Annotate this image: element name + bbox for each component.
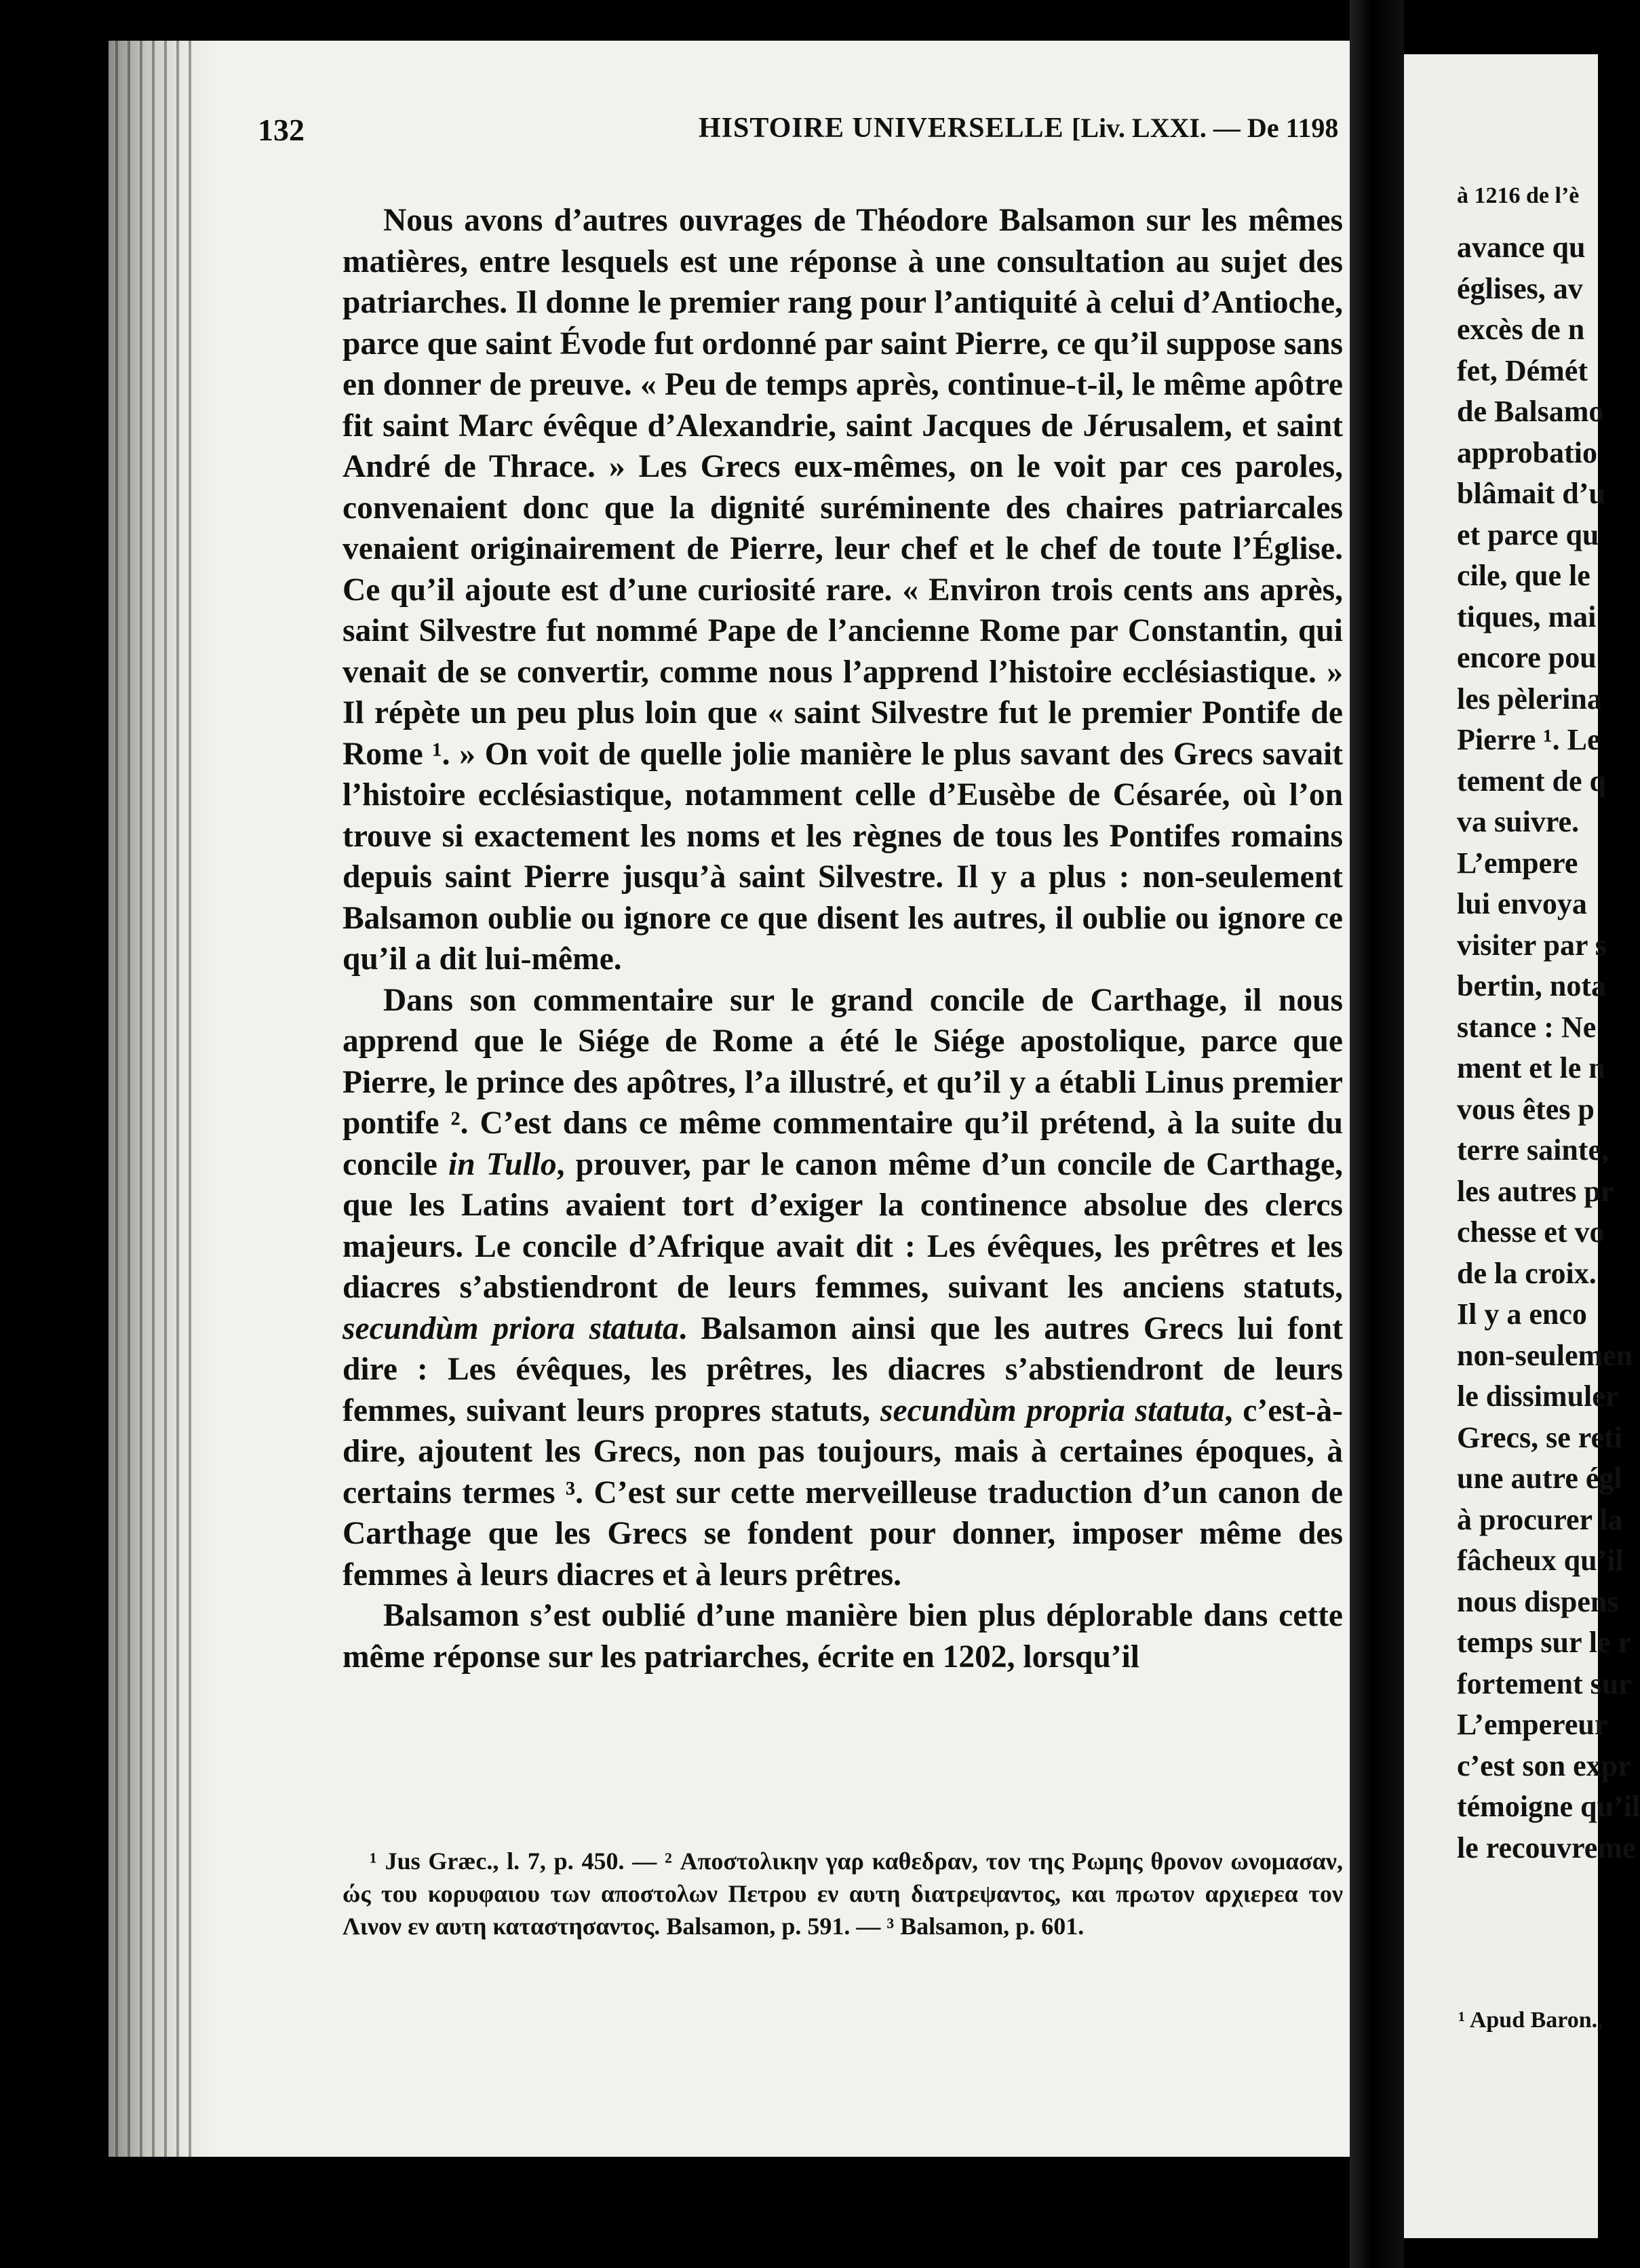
right-page-line: temps sur le r xyxy=(1457,1626,1632,1659)
right-page-line: les autres pr xyxy=(1457,1174,1614,1208)
running-header xyxy=(258,112,1356,166)
right-page-line: une autre égl xyxy=(1457,1462,1622,1495)
right-page-line: cile, que le xyxy=(1457,559,1590,592)
right-page-line: et parce qu xyxy=(1457,517,1599,551)
right-page-line: L’empereur xyxy=(1457,1708,1608,1741)
right-page-line: Grecs, se reti xyxy=(1457,1420,1622,1454)
right-page-line: stance : Ne xyxy=(1457,1010,1597,1044)
right-page-line: Pierre ¹. Le xyxy=(1457,723,1601,756)
right-page-line: le dissimuler xyxy=(1457,1380,1619,1413)
right-page-text xyxy=(1457,227,1640,1869)
right-page-line: vous êtes p xyxy=(1457,1092,1595,1126)
right-page-line: de Balsamo xyxy=(1457,395,1604,428)
right-page-line: le recouvreme xyxy=(1457,1831,1636,1864)
right-page-line: fet, Démét xyxy=(1457,353,1588,387)
body-text xyxy=(343,200,1343,1677)
right-page-line: lui envoya xyxy=(1457,887,1587,920)
right-page-line: fâcheux qu’il xyxy=(1457,1544,1624,1577)
right-page-line: tement de q xyxy=(1457,764,1606,798)
right-page-line: fortement sur xyxy=(1457,1666,1632,1700)
page-edge-lines xyxy=(115,41,197,2157)
right-page-line: blâmait d’u xyxy=(1457,477,1605,510)
right-page-line: encore pou xyxy=(1457,641,1597,674)
running-title: HISTOIRE UNIVERSELLE xyxy=(699,113,1064,144)
right-page-line: avance qu xyxy=(1457,231,1586,264)
right-page-line: à procurer la xyxy=(1457,1502,1623,1536)
right-page-line: approbatio xyxy=(1457,435,1598,469)
right-page-line: témoigne qu’il xyxy=(1457,1790,1640,1823)
running-reference: [Liv. LXXI. — De 1198 xyxy=(1072,113,1339,143)
right-page-line: c’est son expr xyxy=(1457,1748,1631,1782)
page-number: 132 xyxy=(258,113,305,147)
right-page-line: les pèlerina xyxy=(1457,682,1602,716)
paragraph-2: Dans son commentaire sur le grand concile de Carthage, il nous apprend que le Siége de Rome a été le Siége apostolique, parce que Pierre, le prince des apôtres, l’a illustré, et qu’il y a établi Linus premier pontife ². C’est dans ce même commentaire qu’il prétend, à la suite du concile in Tullo, prouver, par le canon même d’un concile de Carthage, que les Latins avaient tort d’exiger la continence absolue des clercs majeurs. Le concile d’Afrique avait dit : Les évêques, les prêtres et les diacres s’abstiendront de leurs femmes, suivant les anciens statuts, secundùm priora statuta. Balsamon ainsi que les autres Grecs lui font dire : Les évêques, les prêtres, les diacres s’abstiendront de leurs femmes, suivant leurs propres statuts, secundùm propria statuta, c’est-à-dire, ajoutent les Grecs, non pas toujours, mais à certaines époques, à certains termes ³. C’est sur cette merveilleuse traduction d’un canon de Carthage que les Grecs se fondent pour donner, imposer même des femmes à leurs diacres et à leurs prêtres. xyxy=(343,982,1344,1592)
right-page-line: va suivre. xyxy=(1457,805,1580,838)
right-page-line: L’empere xyxy=(1457,846,1578,880)
right-page-line: bertin, nota xyxy=(1457,969,1606,1002)
right-page-line: tiques, mai xyxy=(1457,600,1597,633)
right-page-line: ment et le n xyxy=(1457,1051,1605,1084)
right-page-line: églises, av xyxy=(1457,271,1583,305)
paragraph-1: Nous avons d’autres ouvrages de Théodore Balsamon sur les mêmes matières, entre lesquels est une réponse à une consultation au sujet des patriarches. Il donne le premier rang pour l’antiquité à celui d’Antioche, parce que saint Évode fut ordonné par saint Pierre, ce qu’il suppose sans en donner de preuve. « Peu de temps après, continue-t-il, le même apôtre fit saint Marc évêque d’Alexandrie, saint Jacques de Jérusalem, et saint André de Thrace. » Les Grecs eux-mêmes, on le voit par ces paroles, convenaient donc que la dignité suréminente des chaires patriarcales venaient originairement de Pierre, leur chef et le chef de toute l’Église. Ce qu’il ajoute est d’une curiosité rare. « Environ trois cents ans après, saint Silvestre fut nommé Pape de l’ancienne Rome par Constantin, qui venait de se convertir, comme nous l’apprend l’histoire ecclésiastique. » Il répète un peu plus loin que « saint Silvestre fut le premier Pontife de Rome ¹. » On voit de quelle jolie manière le plus savant des Grecs savait l’histoire ecclésiastique, notamment celle d’Eusèbe de Césarée, où l’on trouve si exactement les noms et les règnes de tous les Pontifes romains depuis saint Pierre jusqu’à saint Silvestre. Il y a plus : non-seulement Balsamon oublie ou ignore ce que disent les autres, il oublie ou ignore ce qu’il a dit lui-même. xyxy=(343,203,1343,977)
right-running-header: à 1216 de l’è xyxy=(1457,183,1580,208)
right-page-line: terre sainte, xyxy=(1457,1133,1609,1167)
right-page xyxy=(1404,54,1640,2238)
book-gutter xyxy=(1350,0,1404,2268)
right-page-line: non-seulemen xyxy=(1457,1338,1633,1372)
right-page-line: visiter par s xyxy=(1457,928,1607,962)
right-footnote: ¹ Apud Baron., xyxy=(1458,2008,1603,2033)
right-page-line: de la croix. xyxy=(1457,1256,1597,1290)
right-page-line: excès de n xyxy=(1457,313,1585,346)
right-page-line: Il y a enco xyxy=(1457,1297,1587,1331)
footnotes xyxy=(343,1845,1343,1942)
right-page-line: chesse et vo xyxy=(1457,1215,1605,1249)
footnote-text: ¹ Jus Græc., l. 7, p. 450. — ² Αποστολικην γαρ καθεδραν, τον της Ρωμης θρονον ωνομασαν, ώς του κορυφαιου των αποστολων Πετρου εν αυτη διατρεψαντος, και πρωτον αρχιερεα τον Λινον εν αυτη καταστησαντος. Balsamon, p. 591. — ³ Balsamon, p. 601. xyxy=(343,1847,1343,1940)
paragraph-3: Balsamon s’est oublié d’une manière bien plus déplorable dans cette même réponse sur les patriarches, écrite en 1202, lorsqu’il xyxy=(343,1598,1343,1675)
right-page-line: nous dispens xyxy=(1457,1584,1619,1618)
